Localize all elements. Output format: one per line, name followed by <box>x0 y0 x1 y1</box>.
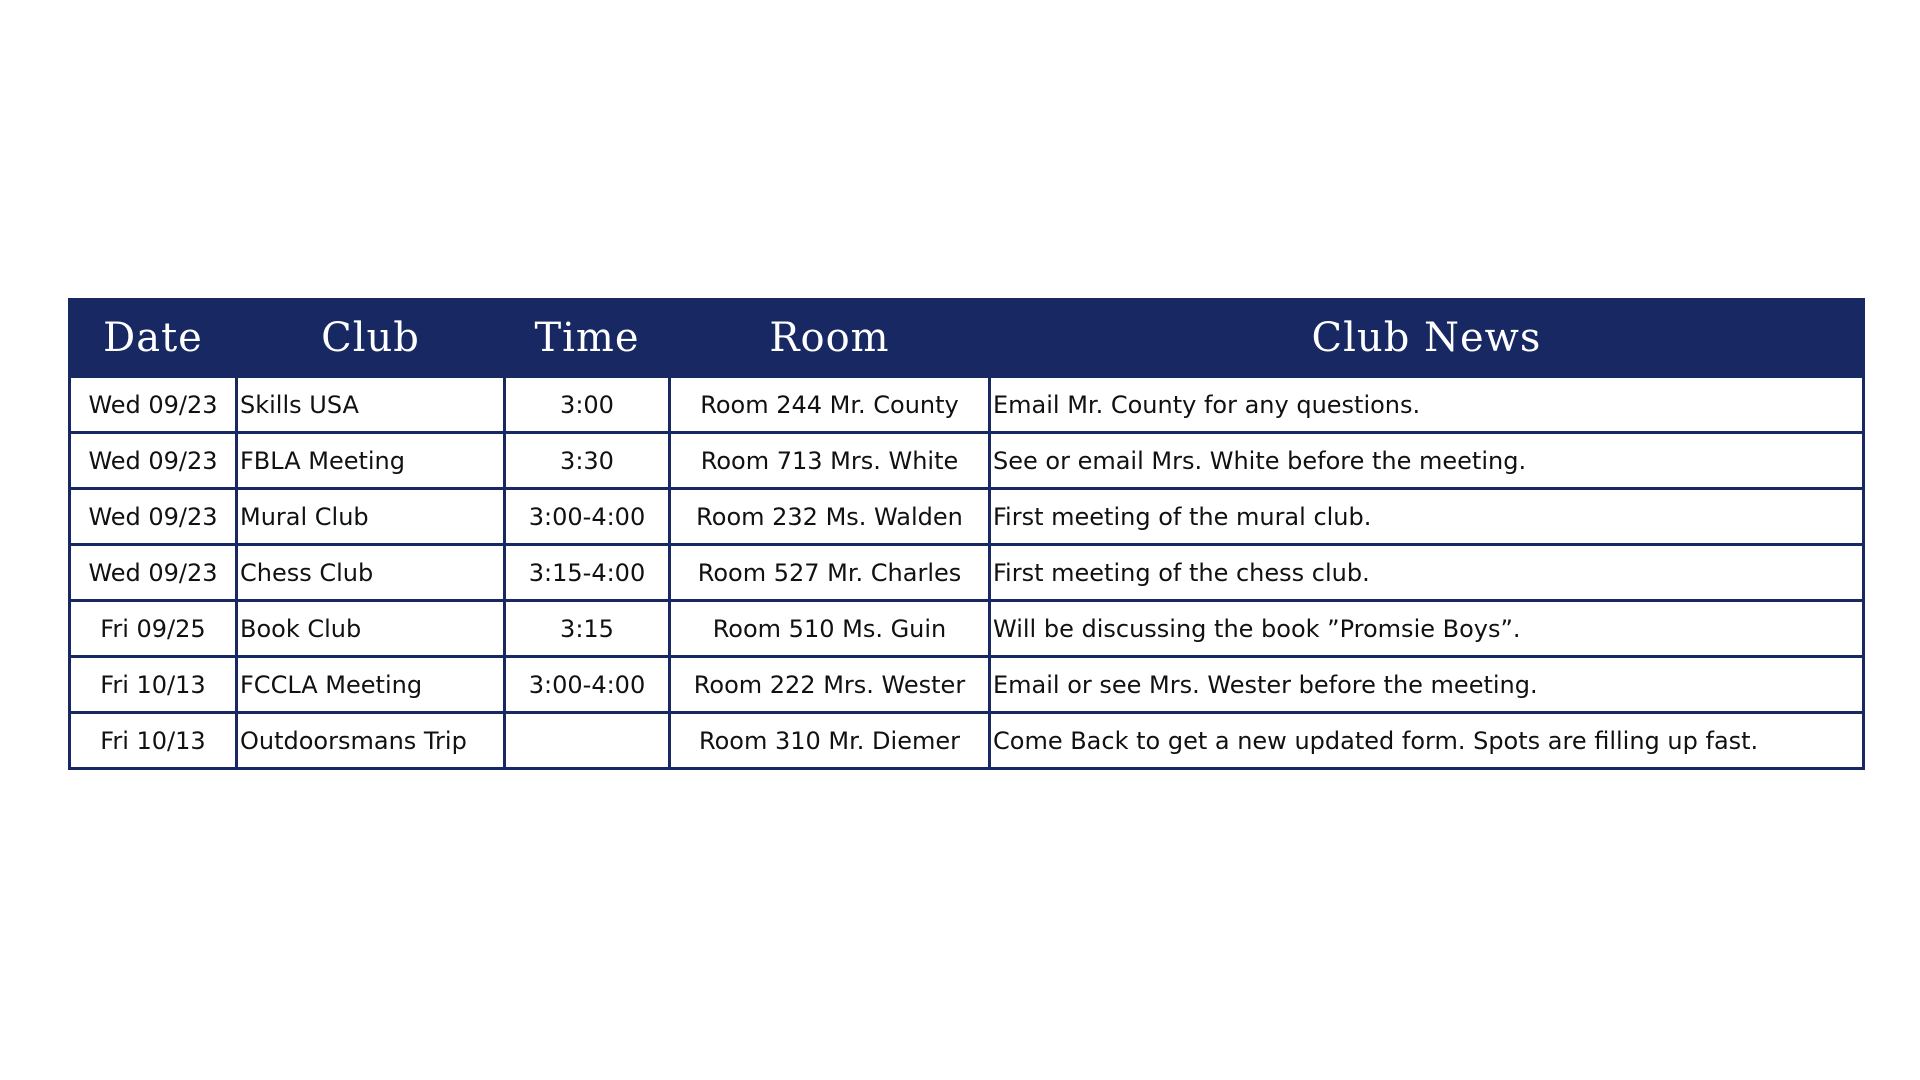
cell-room: Room 244 Mr. County <box>670 377 990 433</box>
cell-club: FBLA Meeting <box>237 433 505 489</box>
cell-club-news: Email or see Mrs. Wester before the meeting. <box>990 657 1864 713</box>
cell-room: Room 510 Ms. Guin <box>670 601 990 657</box>
header-time: Time <box>505 300 670 377</box>
header-date: Date <box>70 300 237 377</box>
cell-date: Fri 09/25 <box>70 601 237 657</box>
cell-date: Fri 10/13 <box>70 657 237 713</box>
cell-time: 3:30 <box>505 433 670 489</box>
cell-club-news: See or email Mrs. White before the meeting. <box>990 433 1864 489</box>
table-row <box>70 657 1864 713</box>
cell-time: 3:15-4:00 <box>505 545 670 601</box>
table-header <box>70 300 1864 377</box>
cell-date: Wed 09/23 <box>70 377 237 433</box>
table-row <box>70 545 1864 601</box>
club-schedule-table <box>68 298 1865 770</box>
header-row <box>70 300 1864 377</box>
table-body <box>70 377 1864 769</box>
table-row <box>70 433 1864 489</box>
cell-club: Mural Club <box>237 489 505 545</box>
cell-time: 3:00 <box>505 377 670 433</box>
cell-room: Room 527 Mr. Charles <box>670 545 990 601</box>
cell-club-news: First meeting of the chess club. <box>990 545 1864 601</box>
cell-time: 3:15 <box>505 601 670 657</box>
cell-date: Wed 09/23 <box>70 545 237 601</box>
cell-club: FCCLA Meeting <box>237 657 505 713</box>
cell-club: Outdoorsmans Trip <box>237 713 505 769</box>
header-club: Club <box>237 300 505 377</box>
cell-date: Fri 10/13 <box>70 713 237 769</box>
cell-time: 3:00-4:00 <box>505 489 670 545</box>
cell-club: Skills USA <box>237 377 505 433</box>
header-club-news: Club News <box>990 300 1864 377</box>
cell-date: Wed 09/23 <box>70 433 237 489</box>
table-row <box>70 377 1864 433</box>
table-row <box>70 713 1864 769</box>
table-row <box>70 601 1864 657</box>
cell-room: Room 222 Mrs. Wester <box>670 657 990 713</box>
cell-room: Room 713 Mrs. White <box>670 433 990 489</box>
cell-club-news: Will be discussing the book ”Promsie Boys”. <box>990 601 1864 657</box>
table-row <box>70 489 1864 545</box>
cell-club-news: Come Back to get a new updated form. Spots are filling up fast. <box>990 713 1864 769</box>
header-room: Room <box>670 300 990 377</box>
cell-club-news: Email Mr. County for any questions. <box>990 377 1864 433</box>
cell-room: Room 310 Mr. Diemer <box>670 713 990 769</box>
cell-time: 3:00-4:00 <box>505 657 670 713</box>
cell-room: Room 232 Ms. Walden <box>670 489 990 545</box>
cell-club: Chess Club <box>237 545 505 601</box>
cell-club-news: First meeting of the mural club. <box>990 489 1864 545</box>
cell-date: Wed 09/23 <box>70 489 237 545</box>
cell-time <box>505 713 670 769</box>
cell-club: Book Club <box>237 601 505 657</box>
